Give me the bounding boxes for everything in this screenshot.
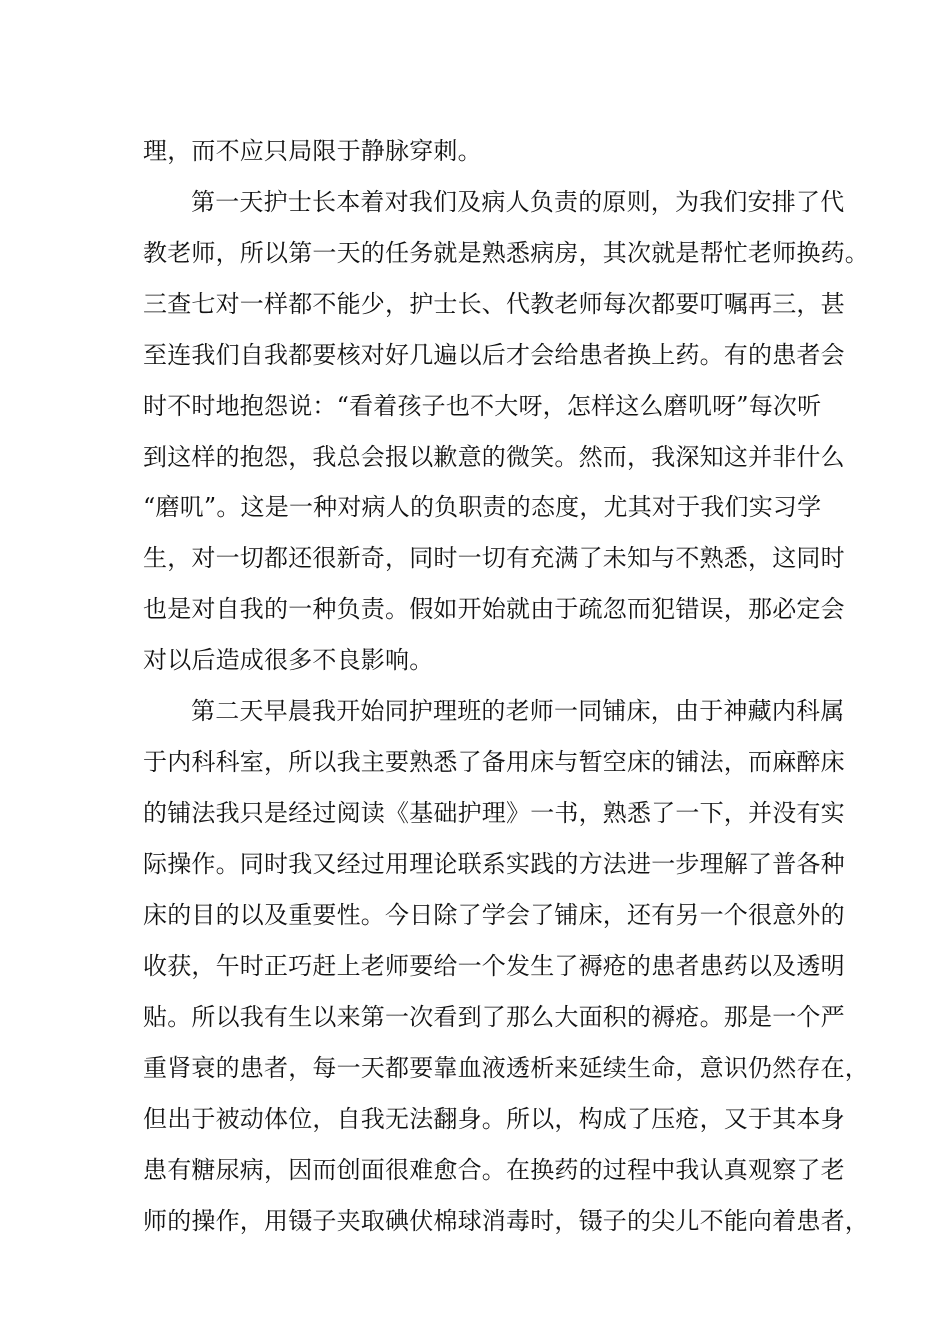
text-line: 际操作。同时我又经过用理论联系实践的方法进一步理解了普各种	[143, 850, 845, 878]
text-line: 患有糖尿病，因而创面很难愈合。在换药的过程中我认真观察了老	[143, 1156, 845, 1184]
text-line: 生，对一切都还很新奇，同时一切有充满了未知与不熟悉，这同时	[143, 544, 845, 572]
text-line: 但出于被动体位，自我无法翻身。所以，构成了压疮，又于其本身	[143, 1105, 845, 1133]
text-line: 师的操作，用镊子夹取碘伏棉球消毒时，镊子的尖儿不能向着患者，	[143, 1207, 869, 1235]
paragraph-first-line: 第二天早晨我开始同护理班的老师一同铺床，由于神藏内科属	[191, 697, 845, 725]
text-line: 理，而不应只局限于静脉穿刺。	[143, 137, 482, 165]
text-line: 收获，午时正巧赶上老师要给一个发生了褥疮的患者患药以及透明	[143, 952, 845, 980]
text-line: 于内科科室，所以我主要熟悉了备用床与暂空床的铺法，而麻醉床	[143, 748, 845, 776]
text-line: 对以后造成很多不良影响。	[143, 646, 434, 674]
text-line: 也是对自我的一种负责。假如开始就由于疏忽而犯错误，那必定会	[143, 595, 845, 623]
text-line: “磨叽”。这是一种对病人的负职责的态度，尤其对于我们实习学	[143, 493, 822, 521]
text-line: 的铺法我只是经过阅读《基础护理》一书，熟悉了一下，并没有实	[143, 799, 845, 827]
text-line: 时不时地抱怨说：“看着孩子也不大呀，怎样这么磨叽呀”每次听	[143, 392, 822, 420]
text-line: 贴。所以我有生以来第一次看到了那么大面积的褥疮。那是一个严	[143, 1003, 845, 1031]
text-line: 到这样的抱怨，我总会报以歉意的微笑。然而，我深知这并非什么	[143, 443, 845, 471]
text-line: 重肾衰的患者，每一天都要靠血液透析来延续生命，意识仍然存在，	[143, 1054, 869, 1082]
text-line: 至连我们自我都要核对好几遍以后才会给患者换上药。有的患者会	[143, 341, 845, 369]
paragraph-first-line: 第一天护士长本着对我们及病人负责的原则，为我们安排了代	[191, 188, 845, 216]
text-line: 床的目的以及重要性。今日除了学会了铺床，还有另一个很意外的	[143, 901, 845, 929]
text-line: 三查七对一样都不能少，护士长、代教老师每次都要叮嘱再三，甚	[143, 290, 845, 318]
text-line: 教老师，所以第一天的任务就是熟悉病房，其次就是帮忙老师换药。	[143, 239, 869, 267]
